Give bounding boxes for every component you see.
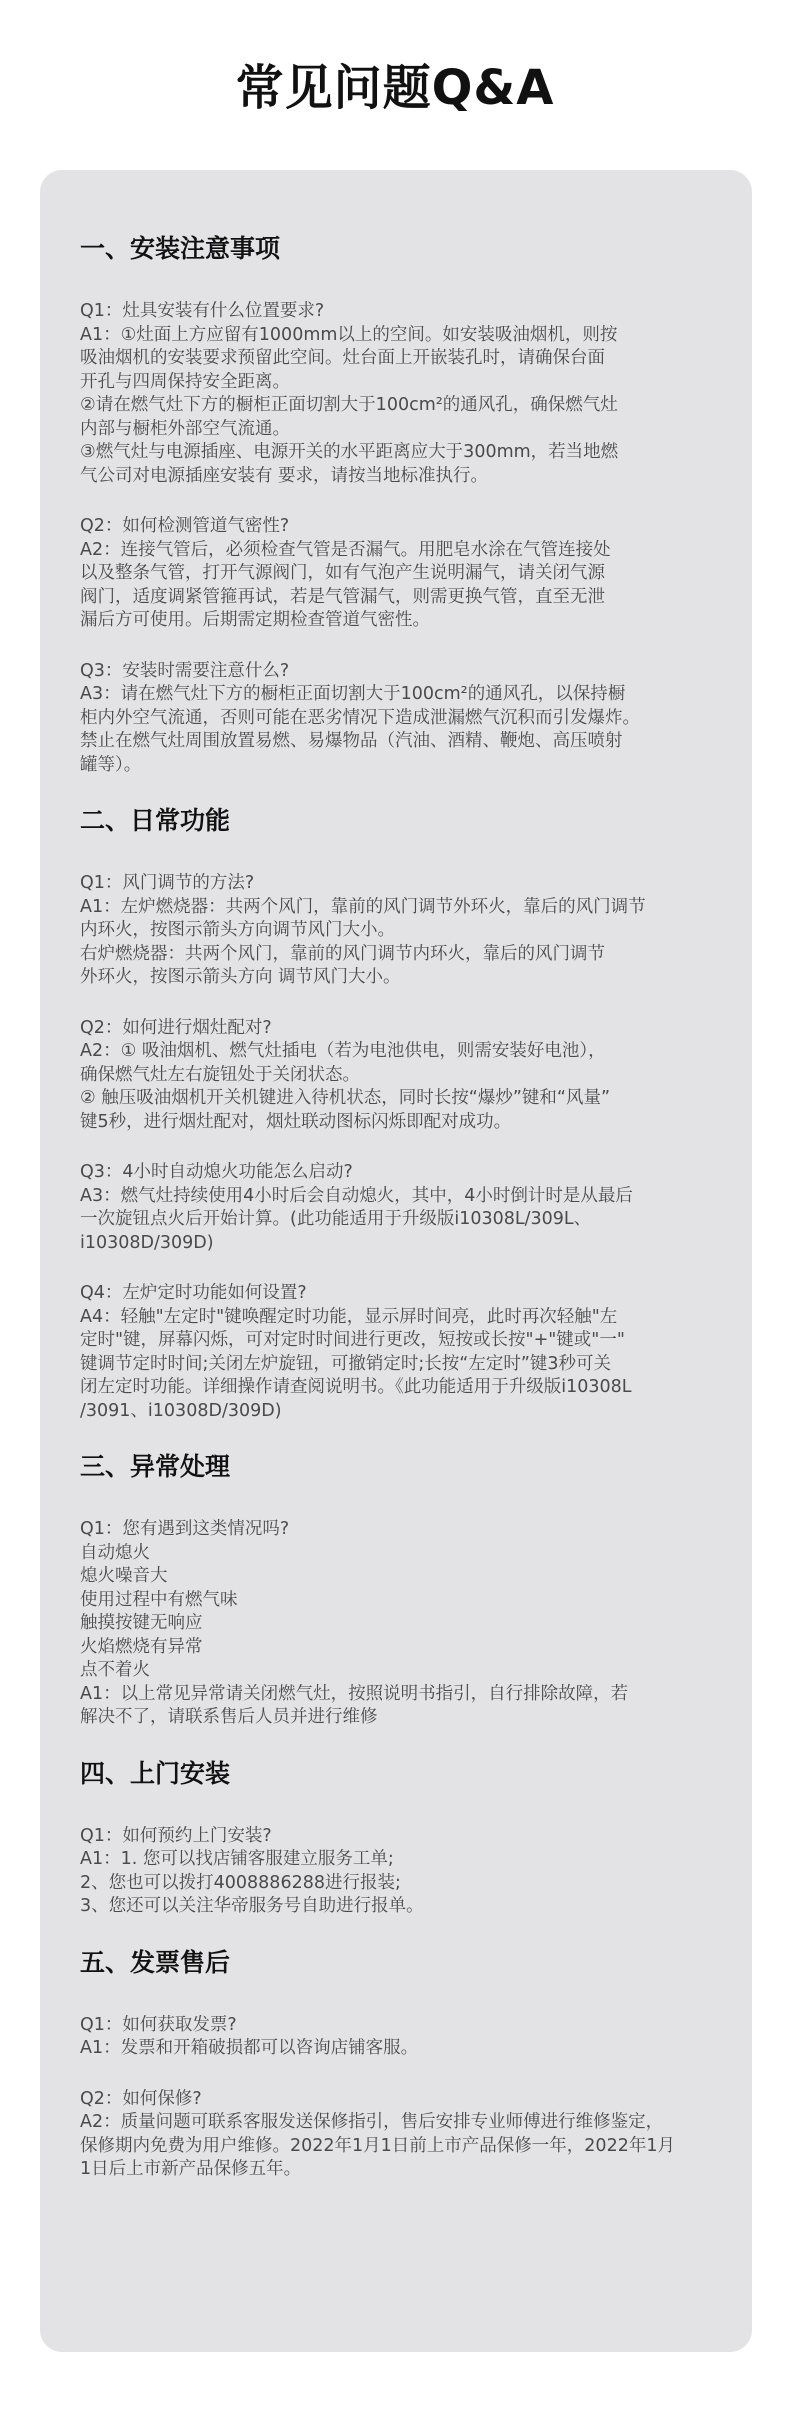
qa-block xyxy=(80,872,712,990)
answer-text-line: ③燃气灶与电源插座、电源开关的水平距离应大于300mm，若当地燃 xyxy=(80,442,619,462)
question-text: Q3：安装时需要注意什么? xyxy=(80,660,290,681)
answer-text-line: A1：发票和开箱破损都可以咨询店铺客服。 xyxy=(80,2038,419,2058)
answer-text-line: 自动熄火 xyxy=(80,1542,150,1563)
section-heading: 三、异常处理 xyxy=(80,1452,231,1481)
answer-text-line: A3：燃气灶持续使用4小时后会自动熄火，其中，4小时倒计时是从最后 xyxy=(80,1185,633,1206)
question-text: Q3：4小时自动熄火功能怎么启动? xyxy=(80,1162,353,1182)
question-text: Q2：如何保修? xyxy=(80,2088,202,2109)
answer-text-line: A1：①灶面上方应留有1000mm以上的空间。如安装吸油烟机，则按 xyxy=(80,324,618,345)
answer-text-line: ②请在燃气灶下方的橱柜正面切割大于100cm²的通风孔，确保燃气灶 xyxy=(80,395,618,415)
answer-text-line: A1：左炉燃烧器：共两个风门，靠前的风门调节外环火，靠后的风门调节 xyxy=(80,896,646,917)
answer-text-line: 使用过程中有燃气味 xyxy=(80,1589,238,1610)
answer-text-line: 熄火噪音大 xyxy=(80,1566,168,1586)
answer-text-line: 柜内外空气流通，否则可能在恶劣情况下造成泄漏燃气沉积而引发爆炸。 xyxy=(80,707,640,728)
qa-block xyxy=(80,1825,712,1919)
qa-block xyxy=(80,2014,712,2061)
qa-block xyxy=(80,1282,712,1423)
qa-block xyxy=(80,515,712,633)
answer-text-line: 定时"键，屏幕闪烁，可对定时时间进行更改，短按或长按"+"键或"一" xyxy=(80,1330,625,1350)
answer-text-line: 外环火，按图示箭头方向 调节风门大小。 xyxy=(80,967,401,987)
answer-text-line: 一次旋钮点火后开始计算。(此功能适用于升级版i10308L/309L、 xyxy=(80,1209,592,1229)
answer-text-line: 漏后方可使用。后期需定期检查管道气密性。 xyxy=(80,610,430,630)
answer-text-line: 气公司对电源插座安装有 要求，请按当地标准执行。 xyxy=(80,465,489,486)
question-text: Q1：灶具安装有什么位置要求? xyxy=(80,301,325,321)
answer-text-line: A2：连接气管后，必须检查气管是否漏气。用肥皂水涂在气管连接处 xyxy=(80,539,611,560)
answer-text-line: 右炉燃烧器：共两个风门，靠前的风门调节内环火，靠后的风门调节 xyxy=(80,943,605,964)
answer-text-line: /3091、i10308D/309D) xyxy=(80,1400,282,1421)
faq-card xyxy=(40,170,752,2352)
answer-text-line: 开孔与四周保持安全距离。 xyxy=(80,371,290,392)
page-title: 常见问题Q&A xyxy=(235,60,555,116)
answer-text-line: 吸油烟机的安装要求预留此空间。灶台面上开嵌装孔时，请确保台面 xyxy=(80,348,605,368)
answer-text-line: 阀门，适度调紧管箍再试，若是气管漏气，则需更换气管，直至无泄 xyxy=(80,586,605,607)
faq-section xyxy=(80,804,712,1423)
faq-section xyxy=(80,1450,712,1730)
answer-text-line: 1日后上市新产品保修五年。 xyxy=(80,2159,302,2179)
section-heading: 一、安装注意事项 xyxy=(80,234,281,263)
answer-text-line: 火焰燃烧有异常 xyxy=(80,1636,203,1657)
answer-text-line: A2：质量问题可联系客服发送保修指引，售后安排专业师傅进行维修鉴定， xyxy=(80,2112,664,2132)
section-heading: 二、日常功能 xyxy=(80,806,231,835)
answer-text-line: 确保燃气灶左右旋钮处于关闭状态。 xyxy=(80,1064,360,1085)
qa-block xyxy=(80,1161,712,1255)
answer-text-line: 解决不了，请联系售后人员并进行维修 xyxy=(80,1707,378,1727)
qa-block xyxy=(80,1518,712,1730)
faq-section xyxy=(80,1757,712,1919)
answer-text-line: 点不着火 xyxy=(80,1660,150,1680)
faq-section xyxy=(80,232,712,777)
section-heading: 五、发票售后 xyxy=(80,1947,231,1977)
qa-block xyxy=(80,300,712,488)
qa-block xyxy=(80,2088,712,2182)
question-text: Q1：您有遇到这类情况吗? xyxy=(80,1519,290,1539)
section-heading: 四、上门安装 xyxy=(80,1758,231,1788)
answer-text-line: ② 触压吸油烟机开关机键进入待机状态，同时长按“爆炒”键和“风量” xyxy=(80,1088,611,1108)
answer-text-line: A1：以上常见异常请关闭燃气灶，按照说明书指引，自行排除故障，若 xyxy=(80,1683,629,1704)
qa-block xyxy=(80,1017,712,1135)
answer-text-line: 3、您还可以关注华帝服务号自助进行报单。 xyxy=(80,1896,424,1916)
question-text: Q4：左炉定时功能如何设置? xyxy=(80,1283,307,1303)
answer-text-line: A3：请在燃气灶下方的橱柜正面切割大于100cm²的通风孔，以保持橱 xyxy=(80,684,626,704)
answer-text-line: 内部与橱柜外部空气流通。 xyxy=(80,418,290,439)
qa-block xyxy=(80,660,712,778)
answer-text-line: 键5秒，进行烟灶配对，烟灶联动图标闪烁即配对成功。 xyxy=(80,1111,512,1132)
answer-text-line: 以及整条气管，打开气源阀门，如有气泡产生说明漏气，请关闭气源 xyxy=(80,563,605,583)
answer-text-line: 闭左定时功能。详细操作请查阅说明书。《此功能适用于升级版i10308L xyxy=(80,1377,632,1397)
question-text: Q2：如何进行烟灶配对? xyxy=(80,1017,272,1038)
answer-text-line: A1：1. 您可以找店铺客服建立服务工单; xyxy=(80,1849,394,1869)
faq-section xyxy=(80,1946,712,2182)
question-text: Q1：如何获取发票? xyxy=(80,2014,237,2035)
answer-text-line: 内环火，按图示箭头方向调节风门大小。 xyxy=(80,920,395,940)
answer-text-line: 保修期内免费为用户维修。2022年1月1日前上市产品保修一年，2022年1月 xyxy=(80,2135,675,2156)
question-text: Q2：如何检测管道气密性? xyxy=(80,516,290,536)
answer-text-line: 键调节定时时间;关闭左炉旋钮，可撤销定时;长按“左定时”键3秒可关 xyxy=(80,1353,612,1374)
answer-text-line: 禁止在燃气灶周围放置易燃、易爆物品（汽油、酒精、鞭炮、高压喷射 xyxy=(80,731,623,751)
answer-text-line: 罐等）。 xyxy=(80,754,142,775)
question-text: Q1：如何预约上门安装? xyxy=(80,1825,272,1846)
question-text: Q1：风门调节的方法? xyxy=(80,873,255,893)
answer-text-line: A2：① 吸油烟机、燃气灶插电（若为电池供电，则需安装好电池）， xyxy=(80,1041,606,1061)
answer-text-line: 2、您也可以拨打4008886288进行报装; xyxy=(80,1872,401,1893)
answer-text-line: i10308D/309D) xyxy=(80,1232,214,1253)
answer-text-line: A4：轻触"左定时"键唤醒定时功能，显示屏时间亮，此时再次轻触"左 xyxy=(80,1306,618,1327)
answer-text-line: 触摸按键无响应 xyxy=(80,1613,203,1633)
